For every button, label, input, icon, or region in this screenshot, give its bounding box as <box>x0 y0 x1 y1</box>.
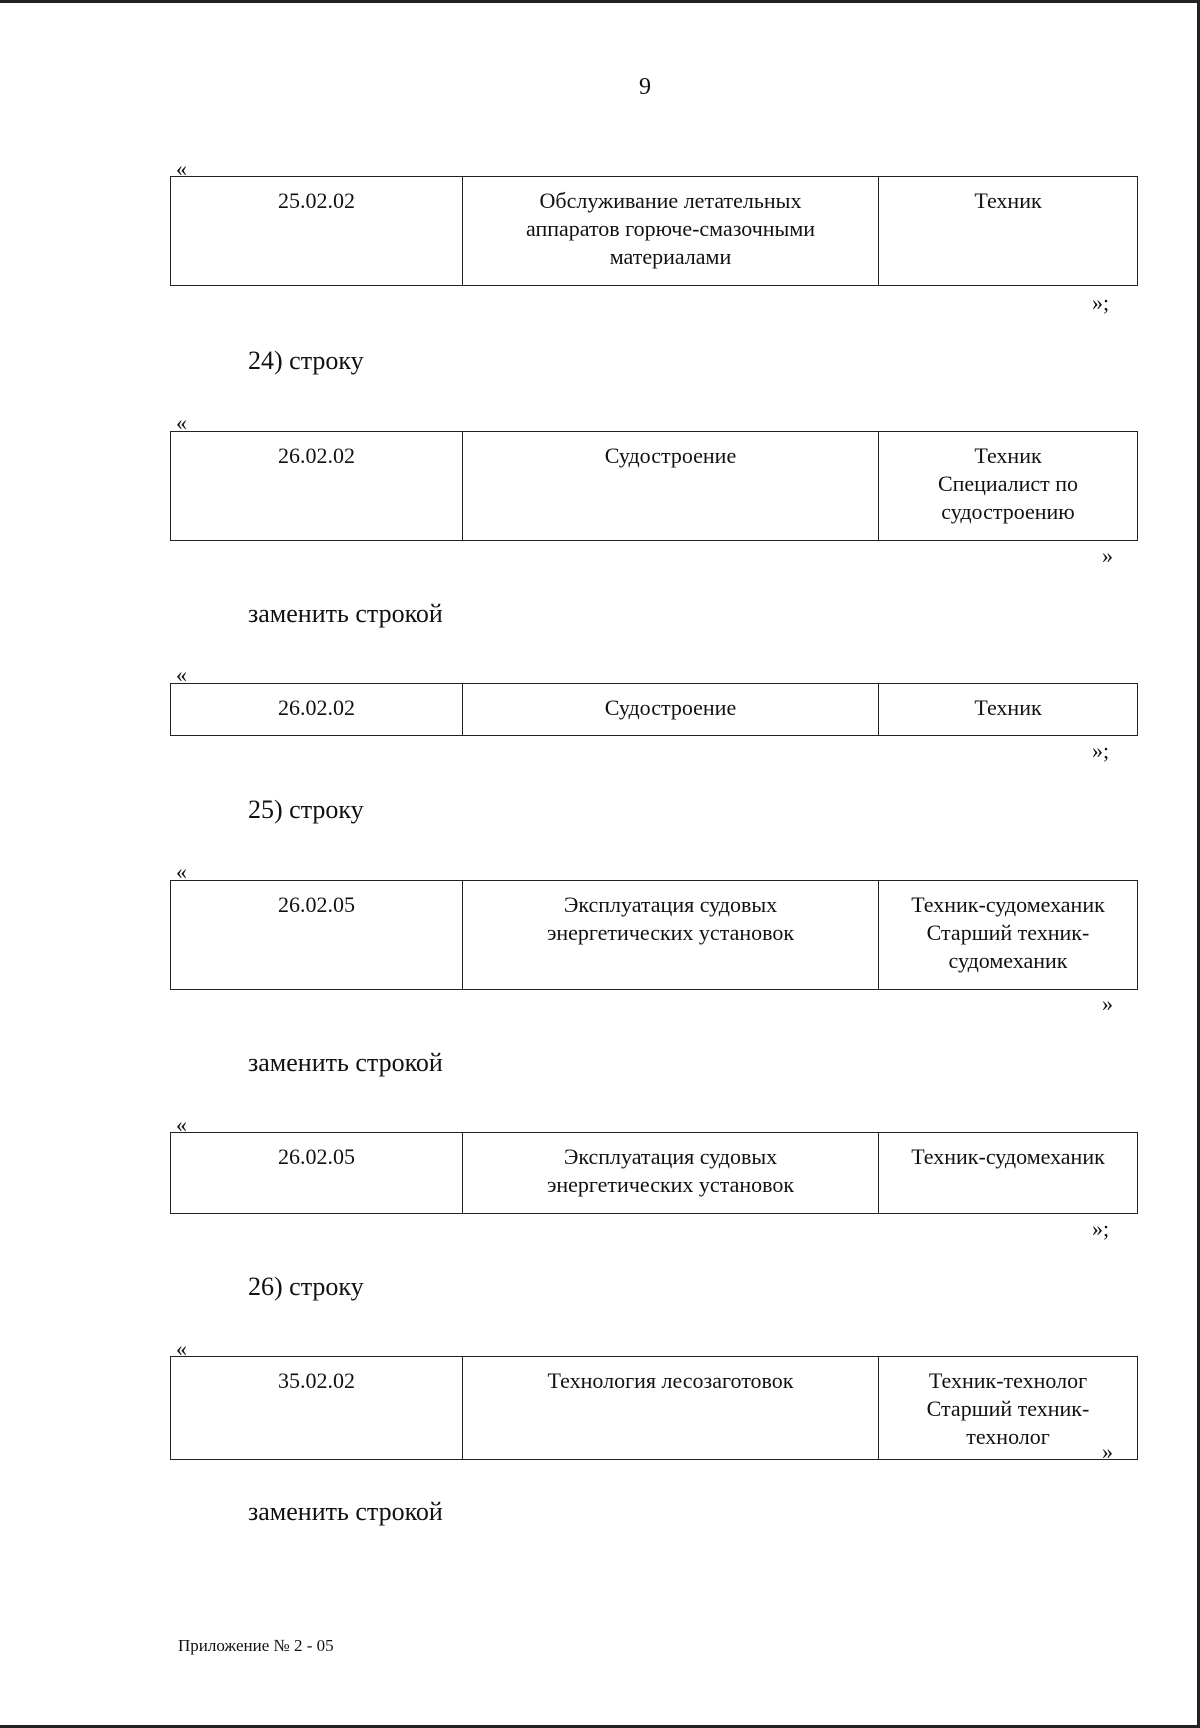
row-code: 26.02.02 <box>171 432 463 541</box>
row-qualification: Техник <box>879 684 1138 736</box>
row-qualification: Техник Специалист по судостроению <box>879 432 1138 541</box>
page-number: 9 <box>639 74 651 100</box>
instruction-text: 25) строку <box>248 795 364 824</box>
row-qualification: Техник-технолог Старший техник-технолог <box>879 1357 1138 1460</box>
row-code: 26.02.02 <box>171 684 463 736</box>
quote-open: « <box>176 410 187 435</box>
table-row <box>170 1356 1138 1460</box>
table-row <box>170 176 1138 286</box>
instruction-text: заменить строкой <box>248 1497 443 1526</box>
row-qualification: Техник-судомеханик <box>879 1133 1138 1214</box>
quote-open: « <box>176 1112 187 1137</box>
footer-note: Приложение № 2 - 05 <box>178 1636 334 1655</box>
table-row <box>170 431 1138 541</box>
row-qualification: Техник <box>879 177 1138 286</box>
row-name: Технология лесозаготовок <box>463 1357 879 1460</box>
quote-close: »; <box>1092 738 1110 763</box>
quote-close: » <box>1102 991 1113 1016</box>
row-code: 25.02.02 <box>171 177 463 286</box>
instruction-text: заменить строкой <box>248 599 443 628</box>
instruction-text: 24) строку <box>248 346 364 375</box>
row-code: 26.02.05 <box>171 1133 463 1214</box>
quote-close: »; <box>1092 290 1110 315</box>
quote-open: « <box>176 662 187 687</box>
row-code: 35.02.02 <box>171 1357 463 1460</box>
scan-border-top <box>0 0 1200 3</box>
row-name: Судостроение <box>463 684 879 736</box>
row-name: Судостроение <box>463 432 879 541</box>
instruction-text: 26) строку <box>248 1272 364 1301</box>
instruction-text: заменить строкой <box>248 1048 443 1077</box>
quote-open: « <box>176 1336 187 1361</box>
table-row <box>170 1132 1138 1214</box>
row-name: Эксплуатация судовых энергетических установок <box>463 881 879 990</box>
row-name: Эксплуатация судовых энергетических установок <box>463 1133 879 1214</box>
table-row <box>170 880 1138 990</box>
table-row <box>170 683 1138 736</box>
quote-open: « <box>176 156 187 181</box>
row-code: 26.02.05 <box>171 881 463 990</box>
quote-close: »; <box>1092 1216 1110 1241</box>
quote-open: « <box>176 859 187 884</box>
quote-close: » <box>1102 543 1113 568</box>
quote-close: » <box>1102 1439 1113 1464</box>
row-name: Обслуживание летательных аппаратов горюче-смазочными материалами <box>463 177 879 286</box>
row-qualification: Техник-судомеханик Старший техник- судомеханик <box>879 881 1138 990</box>
